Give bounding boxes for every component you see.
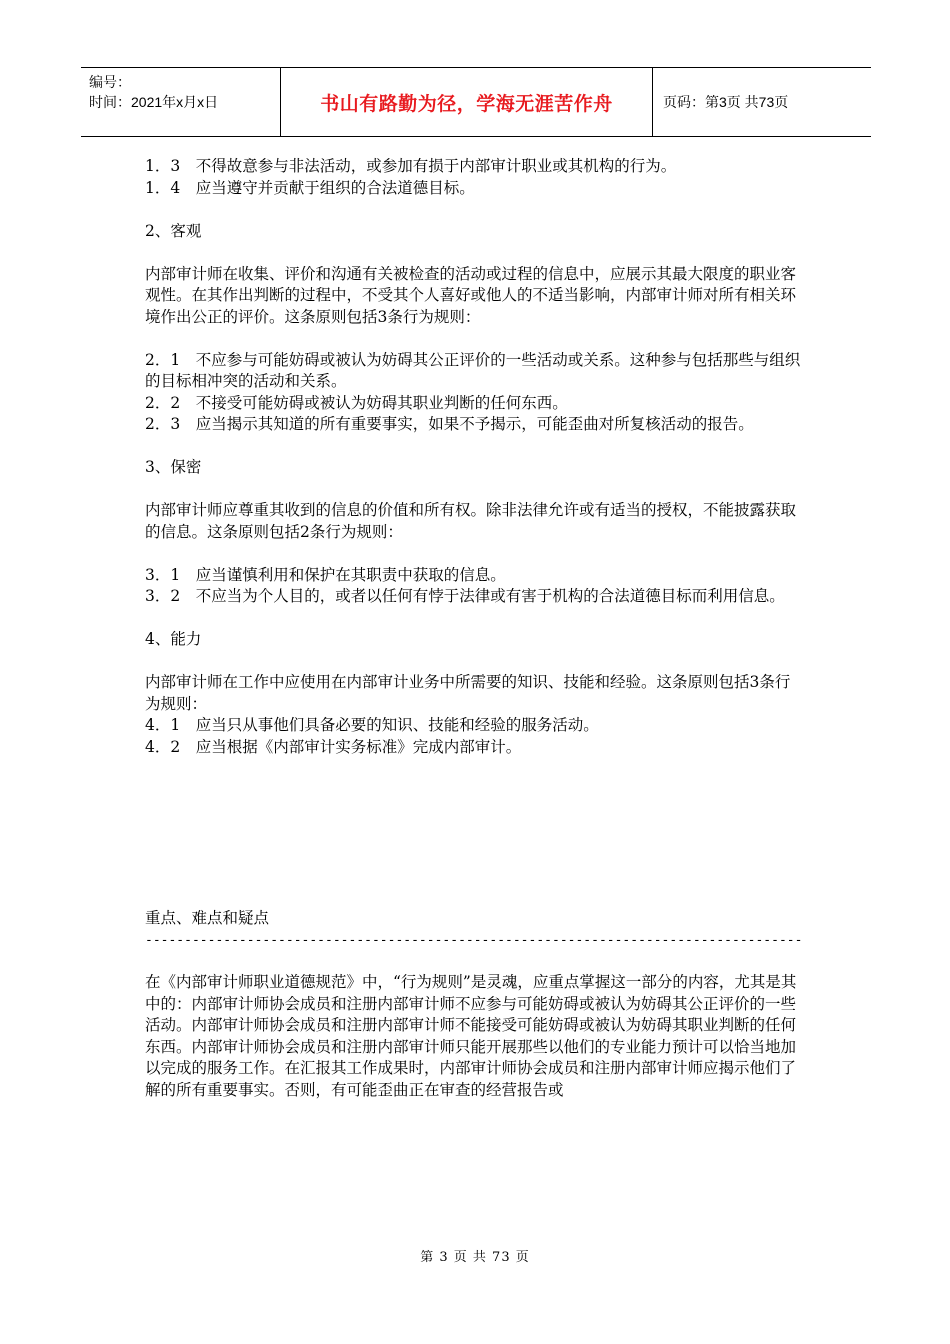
key-points-paragraph: 在《内部审计师职业道德规范》中，“行为规则”是灵魂，应重点掌握这一部分的内容，尤其是其中的：内部审计师协会成员和注册内部审计师不应参与可能妨碍或被认为妨碍其公正评价的一些活动。内部审计师协会成员和注册内部审计师不能接受可能妨碍或被认为妨碍其职业判断的任何东西。内部审计师协会成员和注册内部审计师只能开展那些以他们的专业能力预计可以恰当地加以完成的服务工作。在汇报其工作成果时，内部审计师协会成员和注册内部审计师应揭示他们了解的所有重要事实。否则，有可能歪曲正在审查的经营报告或 (145, 973, 797, 1099)
header-meta (81, 68, 281, 136)
header-page-info: 页码：第3页 共73页 (663, 94, 789, 110)
rule-3-2: 3．2 不应当为个人目的，或者以任何有悖于法律或有害于机构的合法道德目标而利用信息。 (145, 587, 785, 605)
number-label: 编号： (89, 74, 131, 90)
rule-3-1: 3．1 应当谨慎利用和保护在其职责中获取的信息。 (145, 565, 506, 584)
objectivity-paragraph: 内部审计师在收集、评价和沟通有关被检查的活动或过程的信息中，应展示其最大限度的职业客观性。在其作出判断的过程中，不受其个人喜好或他人的不适当影响，内部审计师对所有相关环境作出公正的评价。这条原则包括3条行为规则： (145, 264, 797, 326)
document-body (145, 156, 805, 1101)
rule-1-3: 1．3 不得故意参与非法活动，或参加有损于内部审计职业或其机构的行为。 (145, 157, 677, 175)
time-label: 时间：2021年x月x日 (89, 94, 219, 110)
page-footer: 第 3 页 共 73 页 (420, 1250, 530, 1265)
key-points-heading: 重点、难点和疑点 (145, 909, 270, 927)
confidentiality-paragraph: 内部审计师应尊重其收到的信息的价值和所有权。除非法律允许或有适当的授权，不能披露获取的信息。这条原则包括2条行为规则： (145, 501, 797, 541)
page-header (81, 67, 871, 137)
section-heading-confidentiality: 3、保密 (145, 458, 202, 476)
rule-2-1: 2．1 不应参与可能妨碍或被认为妨碍其公正评价的一些活动或关系。这种参与包括那些与组织的目标相冲突的活动和关系。 (145, 350, 801, 390)
rule-2-3: 2．3 应当揭示其知道的所有重要事实，如果不予揭示，可能歪曲对所复核活动的报告。 (145, 415, 754, 433)
rule-2-2: 2．2 不接受可能妨碍或被认为妨碍其职业判断的任何东西。 (145, 393, 568, 412)
rule-1-4: 1．4 应当遵守并贡献于组织的合法道德目标。 (145, 178, 475, 197)
header-motto: 书山有路勤为径，学海无涯苦作舟 (281, 68, 653, 136)
dashed-divider: ------------------------------------------------------------------------------------ (145, 932, 803, 948)
section-heading-competency: 4、能力 (145, 630, 202, 648)
rule-4-1: 4．1 应当只从事他们具备必要的知识、技能和经验的服务活动。 (145, 716, 599, 734)
section-heading-objectivity: 2、客观 (145, 221, 202, 240)
rule-4-2: 4．2 应当根据《内部审计实务标准》完成内部审计。 (145, 737, 522, 756)
competency-paragraph: 内部审计师在工作中应使用在内部审计业务中所需要的知识、技能和经验。这条原则包括3条行为规则： (145, 673, 791, 713)
